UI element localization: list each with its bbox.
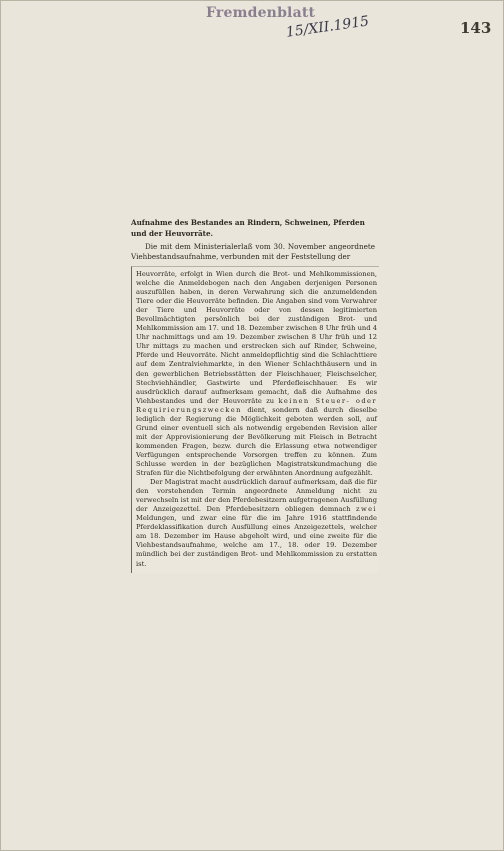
article-body: [131, 266, 379, 573]
paragraph-2-spaced-text: zwei: [356, 505, 377, 514]
paragraph-1-text-b: dient, sondern daß durch dieselbe lediglich der Regierung die Möglichkeit geboten werden soll, auf Grund einer eventuell sich als notwendig ergebenden Revision aller mit der Approvisionierung der Bevölkerung mit Fleisch in Betracht kommenden Fragen, bezw. durch die Erlassung etwa notwendiger Verfügungen entsprechende Vorsorgen treffen zu können. Zum Schlusse werden in der bezüglichen Magistratskundmachung die Strafen für die Nichtbefolgung der erwähnten Anordnung aufgezählt.: [136, 405, 377, 478]
article-paragraph-2: [136, 478, 377, 568]
page-number: 143: [460, 19, 492, 37]
newspaper-stamp: Fremdenblatt: [206, 5, 316, 21]
article-intro: [131, 242, 375, 261]
intro-paragraph: Die mit dem Ministerialerlaß vom 30. November angeordnete Viehbestandsaufnahme, verbunden mit der Feststellung der: [131, 242, 375, 261]
paragraph-1-spaced-text: keinen Steuer- oder Requirierungszwecken: [136, 396, 377, 414]
article-paragraph-1: [136, 270, 377, 478]
paragraph-2-text-a: Der Magistrat macht ausdrücklich darauf aufmerksam, daß die für den vorstehenden Termin angeordnete Anmeldung nicht zu verwechseln ist mit der den Pferdebesitzern aufgetragenen Ausfüllung der Anzeigezettel. Den Pferdebesitzern obliegen demnach: [136, 478, 378, 514]
paragraph-1-text-a: Heuvorräte, erfolgt in Wien durch die Brot- und Mehlkommissionen, welche die Anmeldebogen nach den Angaben derjenigen Personen auszufüllen haben, in deren Verwahrung sich die anzumeldenden Tiere oder die Heuvorräte befinden. Die Angaben sind vom Verwahrer der Tiere und Heuvorräte oder von dessen legitimierten Bevollmächtigten persönlich bei der zuständigen Brot- und Mehlkommission am 17. und 18. Dezember zwischen 8 Uhr früh und 4 Uhr nachmittags und am 19. Dezember zwischen 8 Uhr früh und 12 Uhr mittags zu machen und erstrecken sich auf Rinder, Schweine, Pferde und Heuvorräte. Nicht anmeldepflichtig sind die Schlachttiere auf dem Zentralviehmarkte, in den Wiener Schlachthäusern und in den gewerblichen Betriebsstätten der Fleischhauer, Fleischselcher, Stechviehhändler, Gastwirte und Pferdefleischhauer. Es wir ausdrücklich darauf aufmerksam gemacht, daß die Aufnahme des Viehbestandes und der Heuvorräte zu: [136, 270, 377, 405]
paragraph-2-text-b: Meldungen, und zwar eine für die im Jahre 1916 stattfindende Pferdeklassifikation durch Ausfüllung eines Anzeigezettels, welcher am 18. Dezember im Hause abgeholt wird, und eine zweite für die Viehbestandsaufnahme, welche am 17., 18. oder 19. Dezember mündlich bei der zuständigen Brot- und Mehlkommission zu erstatten ist.: [136, 514, 377, 568]
article-heading: Aufnahme des Bestandes an Rindern, Schweinen, Pferden und der Heuvorräte.: [131, 218, 365, 238]
handwritten-date: 15/XII.1915: [285, 13, 371, 41]
